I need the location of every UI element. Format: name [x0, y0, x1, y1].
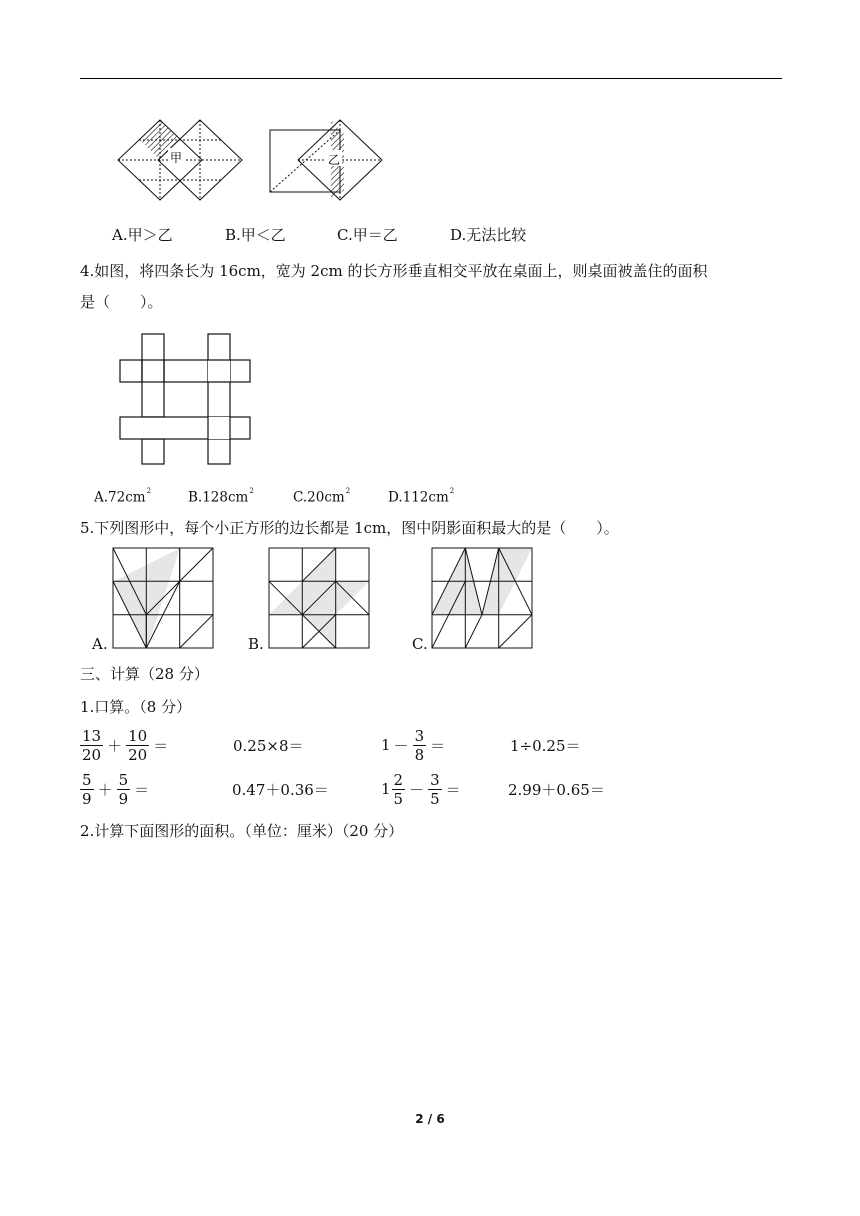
q3-label-yi: 乙 [327, 153, 341, 167]
fraction-denominator: 9 [82, 789, 92, 808]
fraction-numerator: 5 [118, 770, 129, 789]
q4-text-line1: 4.如图，将四条长为 16cm，宽为 2cm 的长方形垂直相交平放在桌面上，则桌面被盖住的面积 [80, 262, 708, 280]
fraction-numerator: 3 [414, 726, 425, 745]
fraction-denominator: 5 [430, 789, 440, 808]
section-3-title: 三、计算（28 分） [80, 665, 209, 683]
fraction-numerator: 2 [393, 770, 404, 789]
fraction-denominator: 8 [414, 745, 425, 764]
oral-expr-5 [79, 769, 152, 809]
equals-sign: ＝ [153, 736, 169, 755]
fraction-numerator: 10 [128, 726, 148, 745]
fraction-numerator: 5 [82, 770, 92, 789]
q4-option-d: $D.112cm^2$ [388, 487, 455, 506]
q5-grid-a [112, 547, 214, 649]
q3-figure-2 [270, 120, 382, 200]
q3-option-d: D.无法比较 [450, 226, 527, 244]
oral-expr-4: 1÷0.25＝ [510, 736, 581, 755]
q3-option-c: C.甲＝乙 [337, 226, 398, 244]
q5-grid-b [268, 547, 370, 649]
oral-expr-6: 0.47＋0.36＝ [232, 780, 329, 799]
q3-label-jia: 甲 [169, 151, 183, 165]
fraction-denominator: 20 [128, 745, 148, 764]
q5-text: 5.下列图形中，每个小正方形的边长都是 1cm，图中阴影面积最大的是（ ）。 [80, 519, 619, 537]
q3-option-a: A.甲＞乙 [112, 226, 173, 244]
equals-sign: ＝ [445, 780, 461, 799]
fraction-numerator: 13 [82, 726, 102, 745]
operator: ＋ [97, 780, 113, 799]
q5-grid-c [431, 547, 533, 649]
equals-sign: ＝ [134, 780, 150, 799]
fraction-denominator: 5 [393, 789, 404, 808]
q3-option-b: B.甲＜乙 [225, 226, 286, 244]
fraction-denominator: 9 [118, 789, 129, 808]
q4-option-b: $B.128cm^2$ [188, 487, 254, 506]
oral-calc-heading: 1.口算。（8 分） [80, 698, 192, 716]
operator: － [393, 736, 409, 755]
whole-number: 1 [381, 736, 391, 754]
q4-option-c: $C.20cm^2$ [293, 487, 351, 506]
q3-figures [110, 112, 400, 204]
q5-label-b: B. [248, 635, 264, 653]
page-number: 2 / 6 [415, 1112, 445, 1126]
whole-number: 1 [381, 780, 391, 798]
area-calc-heading: 2.计算下面图形的面积。（单位：厘米）（20 分） [80, 822, 404, 840]
q5-label-a: A. [92, 635, 108, 653]
q4-option-a: $A.72cm^2$ [94, 487, 152, 506]
oral-expr-8: 2.99＋0.65＝ [508, 780, 605, 799]
operator: － [409, 780, 425, 799]
oral-expr-3 [381, 725, 448, 765]
q4-text-line2: 是（ ）。 [80, 293, 163, 311]
q5-label-c: C. [412, 635, 428, 653]
header-rule [80, 78, 782, 79]
oral-expr-1 [79, 725, 171, 765]
q4-figure [116, 330, 256, 468]
fraction-numerator: 3 [430, 770, 440, 789]
fraction-denominator: 20 [82, 745, 102, 764]
operator: ＋ [107, 736, 123, 755]
equals-sign: ＝ [430, 736, 446, 755]
oral-expr-2: 0.25×8＝ [233, 736, 304, 755]
oral-expr-7 [381, 769, 464, 809]
